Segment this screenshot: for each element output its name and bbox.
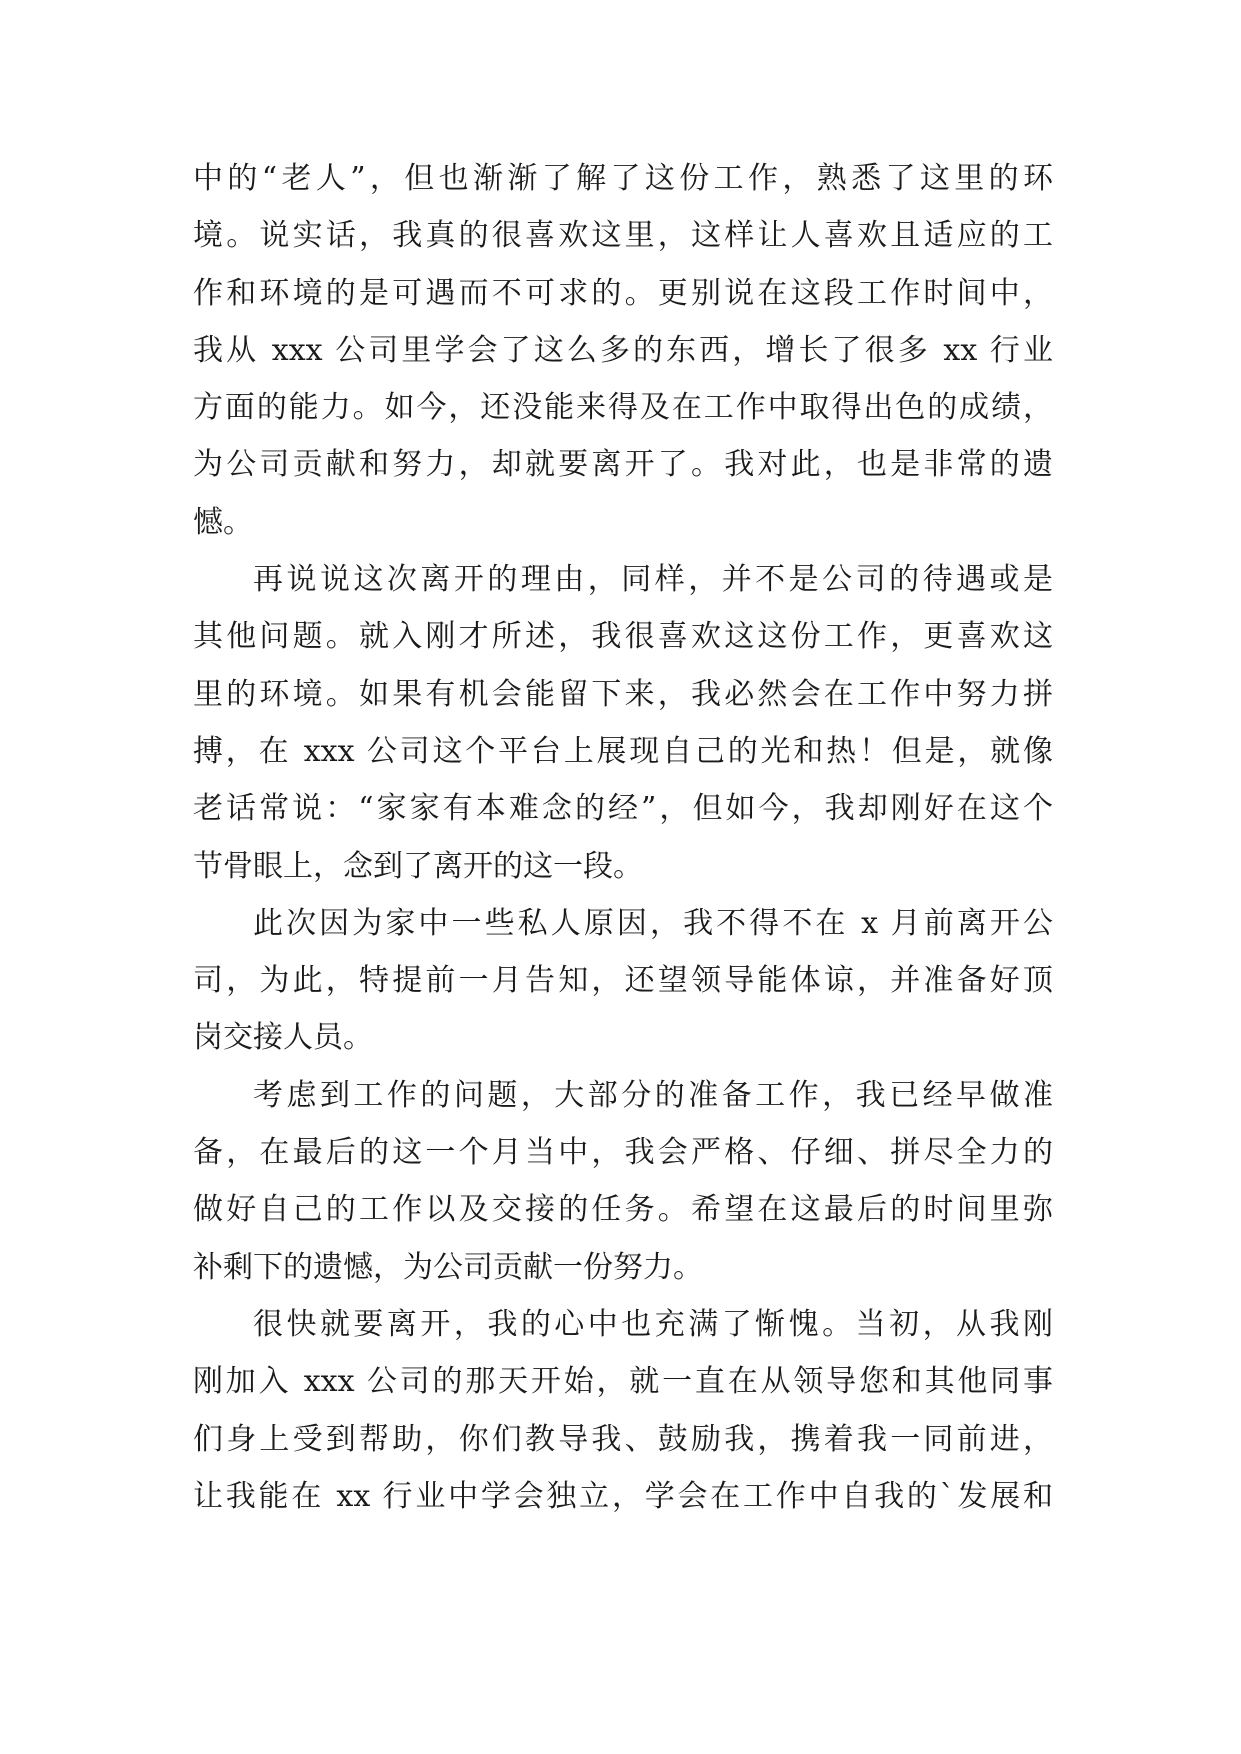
- text-line: 作和环境的是可遇而不可求的。更别说在这段工作时间中，: [193, 275, 1053, 311]
- paragraph-3: [193, 895, 1053, 1067]
- text-line: 备，在最后的这一个月当中，我会严格、仔细、拼尽全力的: [193, 1135, 1053, 1171]
- letter-body: [193, 150, 1053, 1525]
- text-line: 节骨眼上，念到了离开的这一段。: [193, 848, 643, 884]
- text-line: 让我能在 xx 行业中学会独立，学会在工作中自我的`发展和: [193, 1478, 1053, 1514]
- text-line: 考虑到工作的问题，大部分的准备工作，我已经早做准: [253, 1077, 1053, 1113]
- text-line: 再说说这次离开的理由，同样，并不是公司的待遇或是: [253, 562, 1053, 598]
- text-line: 搏，在 xxx 公司这个平台上展现自己的光和热！但是，就像: [193, 733, 1053, 769]
- text-line: 们身上受到帮助，你们教导我、鼓励我，携着我一同前进，: [193, 1421, 1053, 1457]
- text-line: 很快就要离开，我的心中也充满了惭愧。当初，从我刚: [253, 1306, 1053, 1342]
- text-line: 做好自己的工作以及交接的任务。希望在这最后的时间里弥: [193, 1192, 1053, 1228]
- paragraph-4: [193, 1067, 1053, 1296]
- paragraph-2: [193, 551, 1053, 895]
- text-line: 中的“老人”，但也渐渐了解了这份工作，熟悉了这里的环: [193, 161, 1053, 196]
- text-line: 司，为此，特提前一月告知，还望领导能体谅，并准备好顶: [193, 963, 1053, 999]
- text-line: 方面的能力。如今，还没能来得及在工作中取得出色的成绩，: [193, 390, 1053, 426]
- paragraph-1: [193, 150, 1053, 551]
- text-line: 此次因为家中一些私人原因，我不得不在 x 月前离开公: [253, 905, 1053, 941]
- text-line: 刚加入 xxx 公司的那天开始，就一直在从领导您和其他同事: [193, 1364, 1053, 1400]
- text-line: 我从 xxx 公司里学会了这么多的东西，增长了很多 xx 行业: [193, 332, 1053, 368]
- text-line: 憾。: [193, 504, 253, 540]
- paragraph-5: [193, 1296, 1053, 1525]
- text-line: 老话常说：“家家有本难念的经”，但如今，我却刚好在这个: [193, 791, 1053, 827]
- text-line: 其他问题。就入刚才所述，我很喜欢这这份工作，更喜欢这: [193, 619, 1053, 655]
- text-line: 岗交接人员。: [193, 1020, 373, 1056]
- text-line: 补剩下的遗憾，为公司贡献一份努力。: [193, 1249, 703, 1285]
- text-line: 里的环境。如果有机会能留下来，我必然会在工作中努力拼: [193, 676, 1053, 712]
- text-line: 为公司贡献和努力，却就要离开了。我对此，也是非常的遗: [193, 447, 1053, 483]
- text-line: 境。说实话，我真的很喜欢这里，这样让人喜欢且适应的工: [193, 218, 1053, 254]
